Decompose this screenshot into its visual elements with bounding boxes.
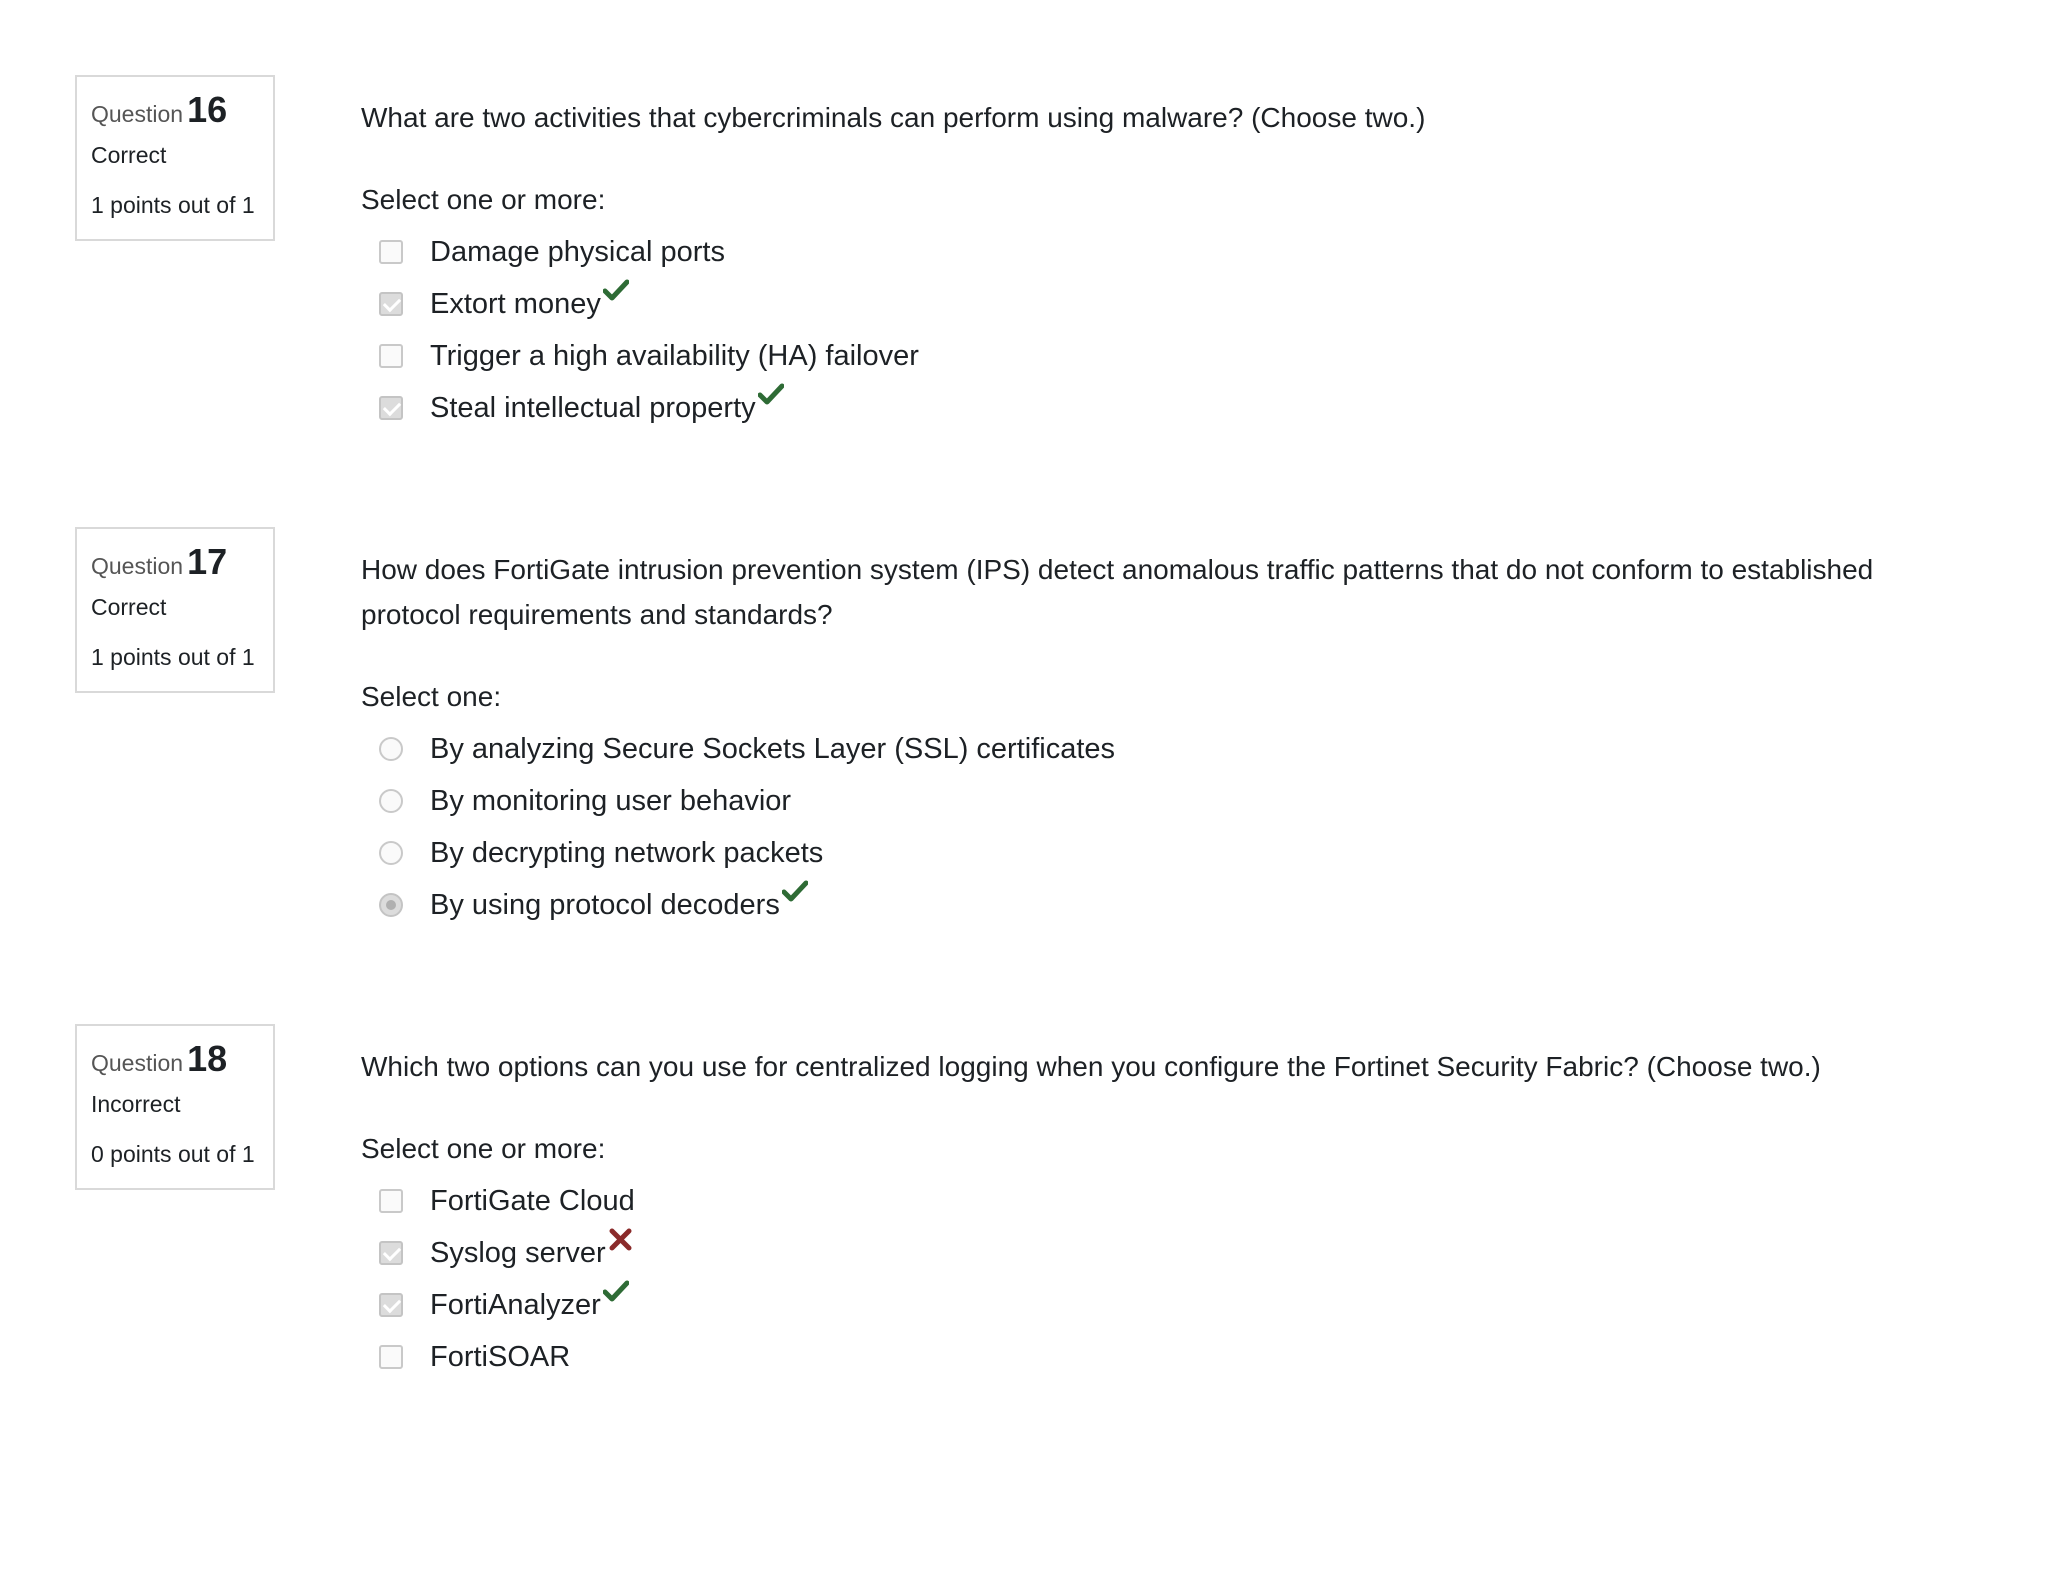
answer-label: By decrypting network packets — [430, 836, 824, 869]
answer-checkbox[interactable] — [379, 1345, 403, 1369]
answer-checkbox[interactable] — [379, 396, 403, 420]
question-text: How does FortiGate intrusion prevention system (IPS) detect anomalous traffic patterns that do not conform to established protocol requirements and standards? — [361, 554, 1874, 630]
answer-option[interactable] — [361, 1331, 1978, 1383]
question-grade: 1 points out of 1 — [91, 644, 255, 670]
question-grade: 1 points out of 1 — [91, 192, 255, 218]
answer-prompt: Select one: — [361, 681, 502, 712]
question-info — [75, 75, 275, 241]
question-text: What are two activities that cybercriminals can perform using malware? (Choose two.) — [361, 102, 1426, 133]
question-number-value: 17 — [187, 541, 228, 582]
answer-label: FortiSOAR — [430, 1340, 571, 1373]
answer-label: Steal intellectual property — [430, 391, 756, 424]
answer-checkbox[interactable] — [379, 1293, 403, 1317]
answer-option[interactable] — [361, 330, 1978, 382]
question-label: Question — [91, 101, 184, 127]
answer-checkbox[interactable] — [379, 292, 403, 316]
answer-option[interactable] — [361, 278, 1978, 330]
question-info — [75, 527, 275, 693]
answer-radio[interactable] — [379, 841, 403, 865]
question-text: Which two options can you use for centralized logging when you configure the Fortinet Security Fabric? (Choose two.) — [361, 1051, 1821, 1082]
check-icon — [782, 879, 808, 913]
question-info — [75, 1024, 275, 1190]
answer-list — [361, 723, 1978, 931]
answer-option[interactable] — [361, 723, 1978, 775]
answer-option[interactable] — [361, 1227, 1978, 1279]
question-state: Correct — [91, 594, 167, 620]
answer-label: Syslog server — [430, 1236, 606, 1269]
answer-prompt: Select one or more: — [361, 184, 606, 215]
question-grade: 0 points out of 1 — [91, 1141, 255, 1167]
answer-label: FortiGate Cloud — [430, 1184, 635, 1217]
answer-option[interactable] — [361, 827, 1978, 879]
answer-prompt: Select one or more: — [361, 1133, 606, 1164]
answer-label: By analyzing Secure Sockets Layer (SSL) certificates — [430, 732, 1116, 765]
answer-list — [361, 226, 1978, 434]
answer-label: By monitoring user behavior — [430, 784, 792, 817]
answer-checkbox[interactable] — [379, 1241, 403, 1265]
question-label: Question — [91, 1050, 184, 1076]
check-icon — [758, 382, 784, 416]
question-state: Correct — [91, 142, 167, 168]
question-number — [91, 1038, 259, 1080]
answer-option[interactable] — [361, 382, 1978, 434]
answer-option[interactable] — [361, 879, 1978, 931]
answer-checkbox[interactable] — [379, 344, 403, 368]
cross-icon — [608, 1227, 634, 1261]
answer-label: Damage physical ports — [430, 235, 725, 268]
answer-label: Extort money — [430, 287, 601, 320]
answer-label: By using protocol decoders — [430, 888, 780, 921]
question-state: Incorrect — [91, 1091, 181, 1117]
question-label: Question — [91, 553, 184, 579]
question-content — [361, 1044, 1978, 1383]
answer-option[interactable] — [361, 1279, 1978, 1331]
answer-label: Trigger a high availability (HA) failover — [430, 339, 919, 372]
answer-radio[interactable] — [379, 737, 403, 761]
question-number-value: 18 — [187, 1038, 228, 1079]
question-content — [361, 547, 1978, 931]
question-content — [361, 95, 1978, 434]
answer-option[interactable] — [361, 226, 1978, 278]
question-number-value: 16 — [187, 89, 228, 130]
answer-radio[interactable] — [379, 893, 403, 917]
check-icon — [603, 1279, 629, 1313]
answer-checkbox[interactable] — [379, 1189, 403, 1213]
answer-checkbox[interactable] — [379, 240, 403, 264]
answer-option[interactable] — [361, 1175, 1978, 1227]
answer-label: FortiAnalyzer — [430, 1288, 601, 1321]
question-number — [91, 89, 259, 131]
check-icon — [603, 278, 629, 312]
answer-list — [361, 1175, 1978, 1383]
answer-radio[interactable] — [379, 789, 403, 813]
question-number — [91, 541, 259, 583]
answer-option[interactable] — [361, 775, 1978, 827]
